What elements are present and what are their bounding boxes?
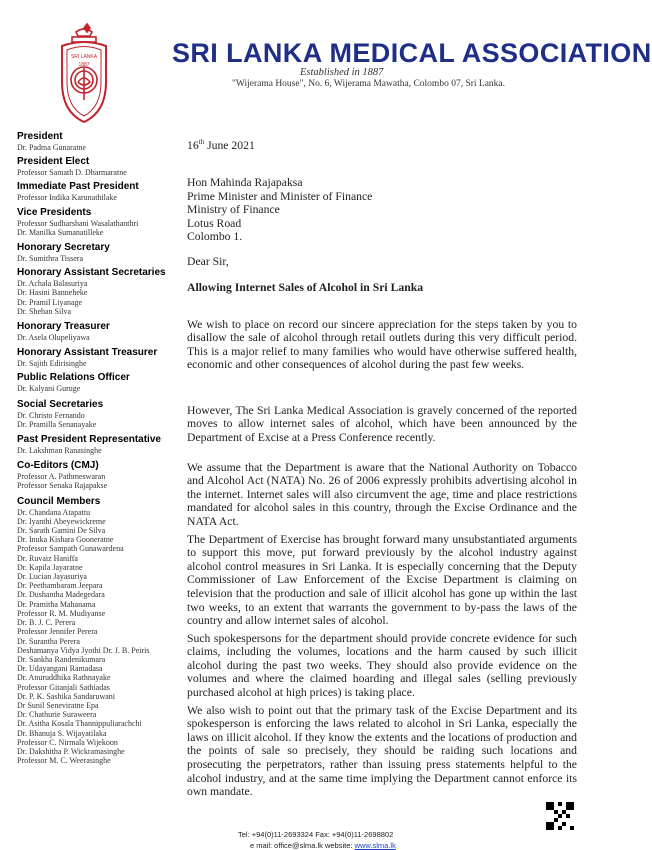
office-section (17, 496, 177, 766)
office-holder-name: Professor M. C. Weerasinghe (17, 756, 111, 766)
office-holder-name: Dr Sunil Seneviratne Epa (17, 700, 99, 710)
slma-crest-logo (56, 22, 112, 126)
office-holder-name: Dr. Manilka Sumanatilleke (17, 227, 104, 237)
office-holder-name: Professor Senaka Rajapakse (17, 481, 108, 491)
office-title: Co-Editors (CMJ) (17, 460, 99, 472)
office-holder-name: Dr. Udayangani Ramadasa (17, 664, 103, 674)
body-paragraph: Such spokespersons for the department should provide concrete evidence for such claims, including the volumes, locations and the harm caused by such illicit alcohol during the past two weeks. They should also provide evidence on the volumes and where the claimed hoarding and illegal sales (selling previously purchased alcohol at high prices) is taking place. (187, 631, 577, 700)
office-holder-name: Professor Sudharshani Wasalathanthri (17, 218, 139, 228)
office-holder-name: Dr. Sankha Randenikumara (17, 654, 106, 664)
office-holders (17, 472, 177, 490)
office-holder-name: Dr. Lakshman Ranasinghe (17, 446, 102, 456)
office-holder-name: Dr. Dushantha Madegedara (17, 590, 105, 600)
office-holders (17, 446, 177, 455)
office-title: Honorary Assistant Secretaries (17, 267, 166, 279)
office-holders (17, 359, 177, 368)
office-holder-name: Dr. B. J. C. Perera (17, 618, 76, 628)
office-section (17, 207, 177, 237)
office-section (17, 460, 177, 490)
office-title: Social Secretaries (17, 398, 104, 410)
office-holder-name: Dr. Sumithra Tissera (17, 254, 84, 264)
organization-name: SRI LANKA MEDICAL ASSOCIATION (172, 38, 652, 68)
office-title: Vice Presidents (17, 206, 92, 218)
office-holder-name: Dr. Pramil Liyanage (17, 297, 83, 307)
office-title: President (17, 131, 63, 142)
office-holder-name: Dr. Padma Gunaratne (17, 143, 87, 152)
office-holders (17, 411, 177, 429)
office-bearers-sidebar (17, 126, 177, 765)
office-holder-name: Dr. Achala Balasuriya (17, 279, 88, 289)
office-title: President Elect (17, 156, 90, 168)
office-title: Honorary Assistant Treasurer (17, 347, 158, 359)
office-holder-name: Dr. Pramilla Senanayake (17, 419, 97, 429)
office-holder-name: Professor Jennifer Perera (17, 627, 98, 637)
office-section (17, 181, 177, 202)
letter-date: 16th June 2021 (187, 138, 255, 152)
body-paragraph: We wish to place on record our sincere appreciation for the steps taken by you to disallow the sale of alcohol through retail outlets during this very difficult period. This is a major relief to many families who would have otherwise suffered health, economic and other consequences of alcohol during the past few weeks. (187, 317, 577, 372)
office-holder-name: Dr. Hasini Banneheke (17, 288, 88, 298)
office-section (17, 347, 177, 368)
office-section (17, 321, 177, 342)
office-holder-name: Dr. Kapila Jayaratne (17, 562, 83, 572)
office-section (17, 267, 177, 316)
office-holder-name: Professor Gitanjali Sathiadas (17, 682, 110, 692)
office-holder-name: Dr. Surantha Perera (17, 636, 80, 646)
recipient-line: Hon Mahinda Rajapaksa (187, 176, 303, 189)
office-holder-name: Dr. Christo Fernando (17, 410, 85, 420)
office-holders (17, 143, 177, 152)
office-holder-name: Dr. Bhanuja S. Wijayatilaka (17, 728, 107, 738)
office-holder-name: Deshamanya Vidya Jyothi Dr. J. B. Peiris (17, 645, 150, 655)
svg-text:1887: 1887 (78, 62, 90, 68)
office-holder-name: Dr. Dakshitha P. Wickramasinghe (17, 746, 125, 756)
office-holders (17, 508, 177, 766)
recipient-line: Colombo 1. (187, 230, 243, 244)
office-holders (17, 279, 177, 316)
office-holder-name: Professor A. Pathmeswaran (17, 472, 106, 482)
office-holder-name: Dr. Chathurie Suraweera (17, 710, 97, 720)
office-holders (17, 219, 177, 237)
svg-text:SRI LANKA: SRI LANKA (70, 54, 98, 60)
salutation: Dear Sir, (187, 255, 229, 268)
website-link[interactable]: www.slma.lk (354, 841, 396, 850)
footer-contact: e mail: office@slma.lk website: www.slma.lk (250, 841, 396, 850)
office-section (17, 372, 177, 393)
office-holder-name: Dr. P. K. Sashika Sandaruwani (17, 691, 115, 701)
office-holders (17, 384, 177, 393)
body-paragraph: The Department of Exercise has brought forward many unsubstantiated arguments to support this move, put forward previously by the alcohol industry against alcohol control measures in Sri Lanka. It is especially concerning that the Deputy Commissioner of Law Enforcement of the Excise Department is claiming on television that the production and sale of illicit alcohol has gone up within the last two weeks, to an extent that warrants the government to by-pass the laws of the country and allow internet sales of alcohol. (187, 532, 577, 628)
office-section (17, 434, 177, 455)
office-holder-name: Professor Indika Karunathilake (17, 193, 117, 203)
office-title: Honorary Secretary (17, 242, 110, 254)
recipient-address (187, 176, 372, 244)
office-holder-name: Dr. Kalyani Guruge (17, 384, 81, 394)
office-title: Honorary Treasurer (17, 321, 110, 333)
office-section (17, 156, 177, 177)
footer-phone-fax: Tel: +94(0)11-2693324 Fax: +94(0)11-2698802 (238, 830, 394, 839)
office-holder-name: Dr. Asitha Kosala Thannippuliarachchi (17, 719, 142, 729)
recipient-line: Lotus Road (187, 216, 242, 230)
office-holder-name: Dr. Asela Olupeliyawa (17, 333, 90, 343)
office-holder-name: Dr. Anuruddhika Rathnayake (17, 673, 111, 683)
office-holders (17, 333, 177, 342)
office-holders (17, 168, 177, 177)
office-holder-name: Dr. Sajith Edirisinghe (17, 359, 87, 369)
body-paragraph: However, The Sri Lanka Medical Association is gravely concerned of the reported moves to allow internet sales of alcohol, which have been announced by the Department of Excise at a Press Conference recently. (187, 403, 577, 444)
office-title: Past President Representative (17, 434, 161, 446)
office-holder-name: Dr. Pramitha Mahanama (17, 599, 96, 609)
office-section (17, 399, 177, 429)
office-section (17, 131, 177, 152)
office-holders (17, 193, 177, 202)
office-holder-name: Professor Samath D. Dharmaratne (17, 168, 127, 178)
letter-subject: Allowing Internet Sales of Alcohol in Sri Lanka (187, 281, 424, 294)
office-holder-name: Dr. Inuka Kishara Gooneratne (17, 535, 114, 545)
office-holder-name: Professor R. M. Mudiyanse (17, 608, 106, 618)
office-holder-name: Dr. Shehan Silva (17, 306, 71, 316)
office-holders (17, 254, 177, 263)
office-holder-name: Dr. Sarath Gamini De Silva (17, 526, 106, 536)
organization-address: "Wijerama House", No. 6, Wijerama Mawatha, Colombo 07, Sri Lanka. (232, 79, 506, 89)
office-holder-name: Dr. Peethambaram Jeepara (17, 581, 103, 591)
office-title: Council Members (17, 495, 101, 507)
office-title: Immediate Past President (17, 181, 139, 193)
office-title: Public Relations Officer (17, 372, 130, 384)
office-holder-name: Dr. Iyanthi Abeyewickreme (17, 516, 106, 526)
recipient-line: Ministry of Finance (187, 203, 280, 217)
office-section (17, 242, 177, 263)
office-holder-name: Dr. Lucian Jayasuriya (17, 572, 87, 582)
office-holder-name: Dr. Chandana Atapattu (17, 507, 91, 517)
recipient-line: Prime Minister and Minister of Finance (187, 189, 373, 203)
office-holder-name: Professor Sampath Gunawardena (17, 544, 124, 554)
established-line: Established in 1887 (300, 67, 384, 78)
qr-code-icon (546, 802, 574, 830)
body-paragraph: We also wish to point out that the primary task of the Excise Department and its spokesperson is enforcing the laws related to alcohol in Sri Lanka, especially the laws on illicit alcohol. If they know the extents and the locations of production and the points of sale so precisely, they should be raiding such locations and prosecuting the perpetrators, rather than issuing press statements helpful to the alcohol industry, and at the same time implying the Department cannot enforce its own mandate. (187, 703, 577, 799)
body-paragraph: We assume that the Department is aware that the National Authority on Tobacco and Alcohol Act (NATA) No. 26 of 2006 expressly prohibits advertising alcohol in the internet. Internet sales will also circumvent the age, time and place restrictions mandated for alcohol sales in this country, through the Excise Ordinance and the NATA Act. (187, 460, 577, 529)
office-holder-name: Dr. Ruvaiz Haniffa (17, 553, 78, 563)
office-holder-name: Professor C. Nirmala Wijekoon (17, 737, 118, 747)
